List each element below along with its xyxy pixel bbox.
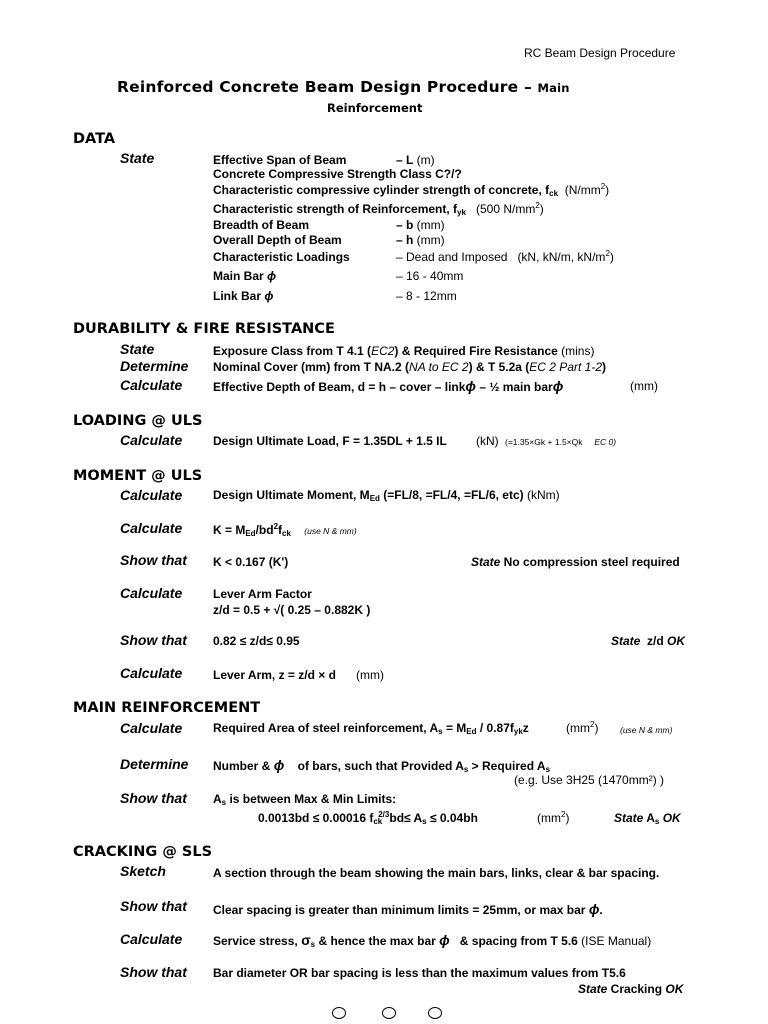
data-depth-value: – h (mm): [396, 233, 445, 247]
cracking-state: State Cracking OK: [578, 982, 684, 996]
durability-effective-depth: Effective Depth of Beam, d = h – cover – linkϕ – ½ main barϕ: [213, 378, 564, 394]
step-verb-calculate: Calculate: [120, 665, 183, 681]
main-required-area-unit: $(mm^2)$: [566, 720, 599, 735]
main-limits-state: State $A_s$ OK: [614, 811, 681, 826]
cracking-bar-diameter: Bar diameter OR bar spacing is less than the maximum values from T5.6: [213, 966, 626, 980]
phi-symbol: ϕ: [264, 289, 274, 303]
section-heading-data: DATA: [73, 131, 116, 147]
cracking-service-stress: Service stress, $\sigma_s$ & hence the max bar ϕ & spacing from T 5.6 (ISE Manual): [213, 932, 652, 949]
step-verb-calculate: Calculate: [120, 931, 183, 947]
section-heading-moment: MOMENT @ ULS: [73, 468, 203, 484]
step-verb-state: State: [120, 341, 155, 357]
circle-mark: [382, 1007, 396, 1019]
durability-effective-depth-unit: (mm): [630, 379, 658, 393]
title-small-2: Reinforcement: [327, 101, 423, 115]
data-loadings-value: – Dead and Imposed (kN, kN/m, $kN/m^2$): [396, 249, 614, 264]
step-verb-determine: Determine: [120, 756, 189, 772]
step-verb-state: State: [120, 150, 155, 166]
data-breadth-label: Breadth of Beam: [213, 218, 310, 232]
title-small-1: Main: [537, 81, 570, 95]
moment-lever-formula: z/d = 0.5 + √( 0.25 – 0.882K ): [213, 603, 371, 617]
section-heading-loading: LOADING @ ULS: [73, 413, 203, 429]
step-verb-show-that: Show that: [120, 964, 187, 980]
data-span-label: Effective Span of Beam: [213, 153, 347, 167]
main-limits-label: $A_s$ is between Max & Min Limits:: [213, 792, 397, 807]
step-verb-sketch: Sketch: [120, 863, 166, 879]
phi-symbol: ϕ: [267, 269, 277, 283]
data-fck: Characteristic compressive cylinder strength of concrete, $f_{ck}$ $(N/mm^2)$: [213, 182, 610, 198]
data-link-bar-label: Link Bar ϕ: [213, 289, 274, 303]
moment-lever-factor: Lever Arm Factor: [213, 587, 312, 601]
step-verb-calculate: Calculate: [120, 487, 183, 503]
step-verb-calculate: Calculate: [120, 377, 183, 393]
circle-mark: [332, 1007, 346, 1019]
durability-cover: Nominal Cover (mm) from T NA.2 (NA to EC 2) & T 5.2a (EC 2 Part 1-2): [213, 360, 606, 374]
moment-zd-state: State z/d OK: [611, 634, 686, 648]
moment-med: Design Ultimate Moment, $M_{Ed}$ (=FL/8, =FL/4, =FL/6, etc) (kNm): [213, 488, 560, 503]
data-main-bar-value: – 16 - 40mm: [396, 269, 464, 283]
data-depth-label: Overall Depth of Beam: [213, 233, 342, 247]
moment-zd-limit: 0.82 ≤ z/d≤ 0.95: [213, 634, 300, 648]
main-limits-unit: $(mm^2)$: [537, 810, 570, 825]
main-limits-inequality: 0.0013bd ≤ 0.00016 $f_{ck}^{2/3}bd\le A_s \le 0.04bh$: [258, 810, 478, 826]
main-number-of-bars: Number & ϕ of bars, such that Provided $A_s$ > Required $A_s$: [213, 757, 551, 774]
main-required-area: Required Area of steel reinforcement, $A_s = M_{Ed} / 0.87f_{yk}z$: [213, 721, 529, 736]
step-verb-calculate: Calculate: [120, 720, 183, 736]
step-verb-show-that: Show that: [120, 898, 187, 914]
loading-note: (=1.35×Gk + 1.5×Qk EC 0): [505, 437, 617, 447]
phi-symbol: ϕ: [465, 378, 477, 394]
step-verb-show-that: Show that: [120, 632, 187, 648]
sigma-symbol: σ: [301, 932, 311, 948]
main-required-area-note: (use N & mm): [620, 725, 673, 735]
step-verb-calculate: Calculate: [120, 585, 183, 601]
cracking-clear-spacing: Clear spacing is greater than minimum limits = 25mm, or max bar ϕ.: [213, 901, 603, 917]
moment-lever-arm: Lever Arm, z = z/d × d: [213, 668, 336, 682]
moment-k-state: State No compression steel required: [471, 555, 680, 569]
data-breadth-value: – b (mm): [396, 218, 445, 232]
data-main-bar-label: Main Bar ϕ: [213, 269, 277, 283]
circle-mark: [428, 1007, 442, 1019]
section-heading-main-reinforcement: MAIN REINFORCEMENT: [73, 700, 261, 716]
phi-symbol: ϕ: [552, 378, 564, 394]
main-example: (e.g. Use 3H25 (1470mm²) ): [514, 773, 665, 787]
phi-symbol: ϕ: [273, 757, 285, 773]
step-verb-determine: Determine: [120, 358, 189, 374]
data-concrete-class: Concrete Compressive Strength Class C?/?: [213, 167, 462, 181]
phi-symbol: ϕ: [588, 901, 600, 917]
step-verb-calculate: Calculate: [120, 520, 183, 536]
data-link-bar-value: – 8 - 12mm: [396, 289, 457, 303]
step-verb-calculate: Calculate: [120, 432, 183, 448]
moment-lever-arm-unit: (mm): [356, 668, 384, 682]
loading-design-load: Design Ultimate Load, F = 1.35DL + 1.5 IL: [213, 434, 447, 448]
step-verb-show-that: Show that: [120, 790, 187, 806]
moment-k: $K = M_{Ed}/bd^2f_{ck}$ (use N & mm): [213, 522, 357, 538]
page-title: [117, 78, 570, 96]
durability-exposure: Exposure Class from T 4.1 (EC2) & Required Fire Resistance (mins): [213, 344, 595, 358]
moment-k-limit: K < 0.167 (K'): [213, 555, 289, 569]
data-fyk: Characteristic strength of Reinforcement, $f_{yk}$ (500 $N/mm^2$): [213, 201, 544, 217]
phi-symbol: ϕ: [439, 932, 450, 948]
running-header: RC Beam Design Procedure: [524, 46, 676, 60]
cracking-sketch: A section through the beam showing the main bars, links, clear & bar spacing.: [213, 866, 660, 880]
data-span-value: – L (m): [396, 153, 435, 167]
section-heading-durability: DURABILITY & FIRE RESISTANCE: [73, 321, 335, 337]
section-heading-cracking: CRACKING @ SLS: [73, 844, 213, 860]
title-main: Reinforced Concrete Beam Design Procedure –: [117, 78, 532, 96]
step-verb-show-that: Show that: [120, 552, 187, 568]
loading-unit: (kN): [476, 434, 499, 448]
data-loadings-label: Characteristic Loadings: [213, 250, 350, 264]
